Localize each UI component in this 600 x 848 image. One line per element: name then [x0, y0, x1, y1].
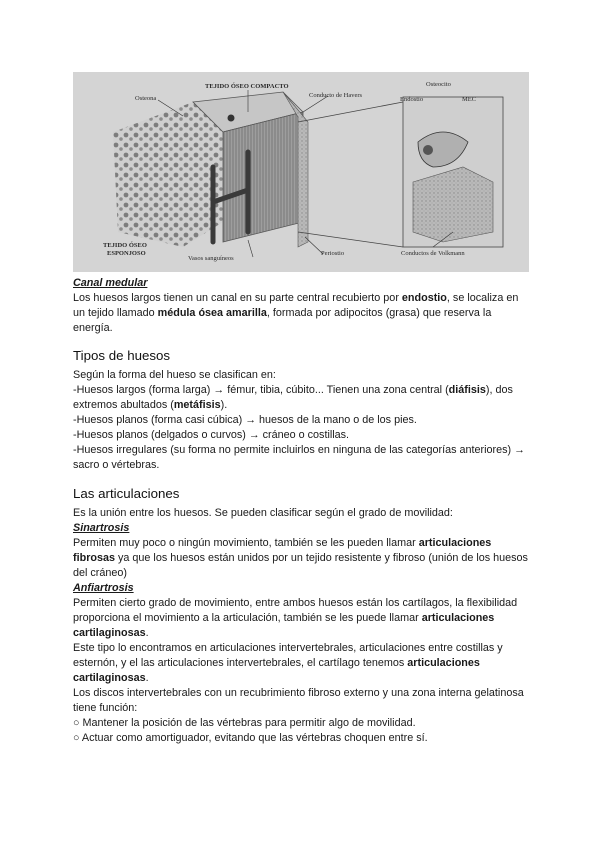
label-periostio: Periostio [321, 250, 345, 257]
label-endostio: Endostio [400, 96, 424, 103]
label-volkmann: Conductos de Volkmann [401, 250, 465, 257]
label-vasos: Vasos sanguíneos [188, 255, 234, 262]
tipos-largos: -Huesos largos (forma larga) → fémur, tibia, cúbito... Tienen una zona central (diáfisis), dos extremos abultados (metáfisis). [73, 384, 513, 411]
label-tejido-esponjoso-2: ESPONJOSO [107, 250, 146, 257]
tipos-planos-1: -Huesos planos (forma casi cúbica) → huesos de la mano o de los pies. [73, 414, 417, 426]
canal-medular-paragraph: Los huesos largos tienen un canal en su parte central recubierto por endostio, se localiza en un tejido llamado médula ósea amarilla, formada por adipocitos (grasa) que reserva la energía. [73, 292, 519, 334]
bullet-item-2: ○ Actuar como amortiguador, evitando que las vértebras choquen entre sí. [73, 732, 428, 744]
discos-paragraph: Los discos intervertebrales con un recubrimiento fibroso externo y una zona interna gelatinosa tiene función: [73, 687, 524, 714]
articulaciones-section [73, 506, 533, 746]
tipos-section [73, 368, 533, 473]
tipos-planos-2: -Huesos planos (delgados o curvos) → cráneo o costillas. [73, 429, 350, 441]
sinartrosis-paragraph: Permiten muy poco o ningún movimiento, también se les pueden llamar articulaciones fibrosas ya que los huesos están unidos por un tejido resistente y fibroso (unión de los huesos del cráneo) [73, 537, 528, 579]
label-tejido-esponjoso-1: TEJIDO ÓSEO [103, 242, 147, 249]
articulaciones-intro: Es la unión entre los huesos. Se pueden clasificar según el grado de movilidad: [73, 507, 453, 519]
label-conducto-havers: Conducto de Havers [309, 92, 363, 99]
bone-tissue-figure [73, 72, 529, 272]
anfiartrosis-title: Anfiartrosis [73, 582, 134, 594]
label-osteona: Osteona [135, 95, 157, 102]
sinartrosis-title: Sinartrosis [73, 522, 130, 534]
label-osteocito: Osteocito [426, 81, 451, 88]
tipos-intro: Según la forma del hueso se clasifican en: [73, 369, 276, 381]
bullet-item-1: ○ Mantener la posición de las vértebras para permitir algo de movilidad. [73, 717, 416, 729]
anfiartrosis-paragraph: Permiten cierto grado de movimiento, entre ambos huesos están los cartílagos, la flexibilidad proporciona el movimiento a la articulación, también se les puede llamar articulaciones cartilaginosas. [73, 597, 518, 639]
canal-medular-title: Canal medular [73, 277, 148, 289]
anfiartrosis-paragraph-2: Este tipo lo encontramos en articulaciones intervertebrales, articulaciones entre costillas y esternón, y el las articulaciones intervertebrales, el cartílago tenemos articulaciones cartilaginosas. [73, 642, 503, 684]
label-tejido-compacto: TEJIDO ÓSEO COMPACTO [205, 83, 289, 90]
label-mec: MEC [462, 96, 477, 103]
canal-medular-section [73, 276, 533, 336]
articulaciones-heading: Las articulaciones [73, 486, 180, 501]
tipos-heading: Tipos de huesos [73, 348, 171, 363]
tipos-irregulares: -Huesos irregulares (su forma no permite incluirlos en ninguna de las categorías anteriores) → sacro o vértebras. [73, 444, 525, 471]
